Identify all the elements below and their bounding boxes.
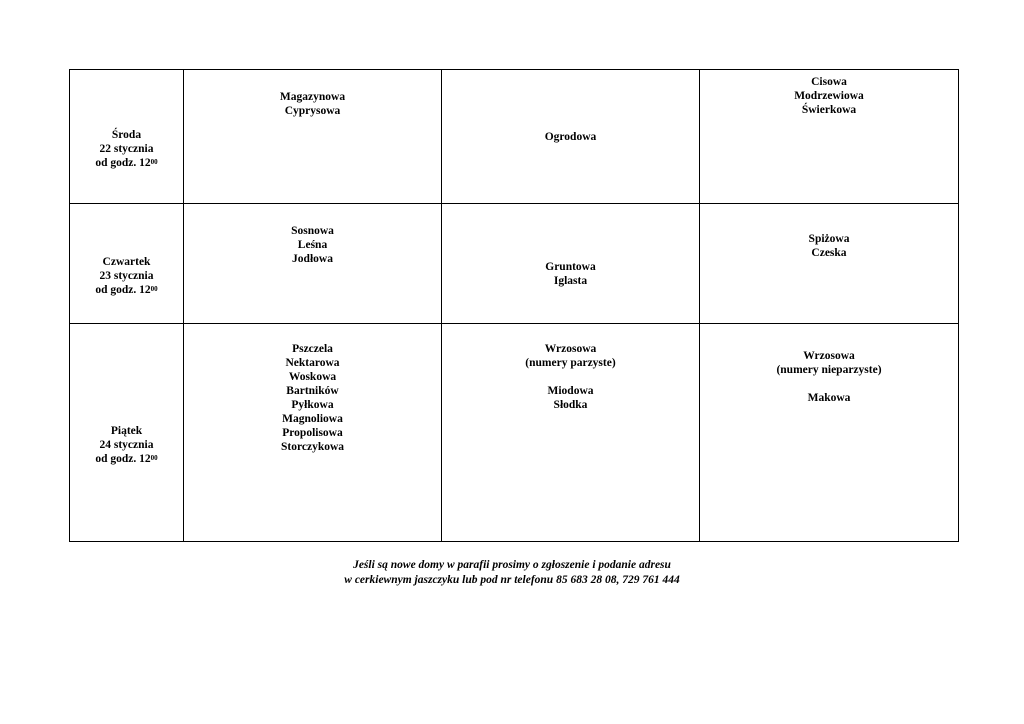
street-name: Bartników <box>286 385 339 397</box>
time-prefix: od godz. 12 <box>95 283 151 296</box>
day-name: Piątek <box>110 424 143 437</box>
street-name: Propolisowa <box>282 427 343 439</box>
streets-cell <box>442 204 700 324</box>
day-name: Czwartek <box>102 255 151 268</box>
street-name: Storczykowa <box>280 441 345 453</box>
street-name: Słodka <box>553 399 588 411</box>
street-name: Sosnowa <box>291 225 334 237</box>
streets-cell <box>700 204 959 324</box>
time-minutes: 00 <box>150 284 158 293</box>
street-name: Spiżowa <box>808 233 850 245</box>
day-date: 22 stycznia <box>99 142 154 155</box>
spacer <box>700 377 958 391</box>
streets-cell <box>700 70 959 204</box>
day-time <box>70 452 183 466</box>
street-name: Nektarowa <box>285 357 340 369</box>
street-name: Woskowa <box>288 371 337 383</box>
schedule-row-thursday <box>70 204 959 324</box>
time-minutes: 00 <box>150 453 158 462</box>
schedule-table <box>69 69 959 542</box>
street-name: Magazynowa <box>279 91 346 103</box>
street-name: Czeska <box>811 247 847 259</box>
street-name: Świerkowa <box>801 104 857 116</box>
day-cell <box>70 70 184 204</box>
street-name: Cisowa <box>811 76 847 88</box>
day-cell <box>70 324 184 542</box>
street-name: Modrzewiowa <box>794 90 864 102</box>
street-name: Iglasta <box>553 275 588 287</box>
street-name: Makowa <box>807 392 851 404</box>
day-time <box>70 283 183 297</box>
day-cell <box>70 204 184 324</box>
schedule-row-wednesday <box>70 70 959 204</box>
day-name: Środa <box>111 128 142 141</box>
day-date: 23 stycznia <box>99 269 154 282</box>
street-name: Leśna <box>297 239 328 251</box>
streets-cell <box>700 324 959 542</box>
schedule-row-friday <box>70 324 959 542</box>
street-name: Gruntowa <box>545 261 596 273</box>
streets-cell <box>184 70 442 204</box>
note-line-2: w cerkiewnym jaszczyku lub pod nr telefonu 85 683 28 08, 729 761 444 <box>344 574 680 586</box>
street-note: (numery nieparzyste) <box>776 364 882 376</box>
streets-cell <box>184 204 442 324</box>
streets-cell <box>442 324 700 542</box>
spacer <box>442 370 699 384</box>
streets-cell <box>442 70 700 204</box>
time-prefix: od godz. 12 <box>95 156 151 169</box>
street-name: Pyłkowa <box>291 399 334 411</box>
time-prefix: od godz. 12 <box>95 452 151 465</box>
street-name: Cyprysowa <box>284 105 341 117</box>
streets-cell <box>184 324 442 542</box>
note-line-1: Jeśli są nowe domy w parafii prosimy o zgłoszenie i podanie adresu <box>353 559 671 571</box>
contact-note <box>0 558 1024 588</box>
street-name: Pszczela <box>292 343 333 355</box>
street-name: Magnoliowa <box>282 413 343 425</box>
street-name: Wrzosowa <box>803 350 855 362</box>
street-name: Jodłowa <box>292 253 333 265</box>
street-name: Ogrodowa <box>544 130 597 143</box>
street-name: Miodowa <box>547 385 594 397</box>
time-minutes: 00 <box>150 157 158 166</box>
street-name: Wrzosowa <box>544 343 597 355</box>
day-date: 24 stycznia <box>99 438 154 451</box>
street-note: (numery parzyste) <box>525 357 616 369</box>
day-time <box>70 156 183 170</box>
